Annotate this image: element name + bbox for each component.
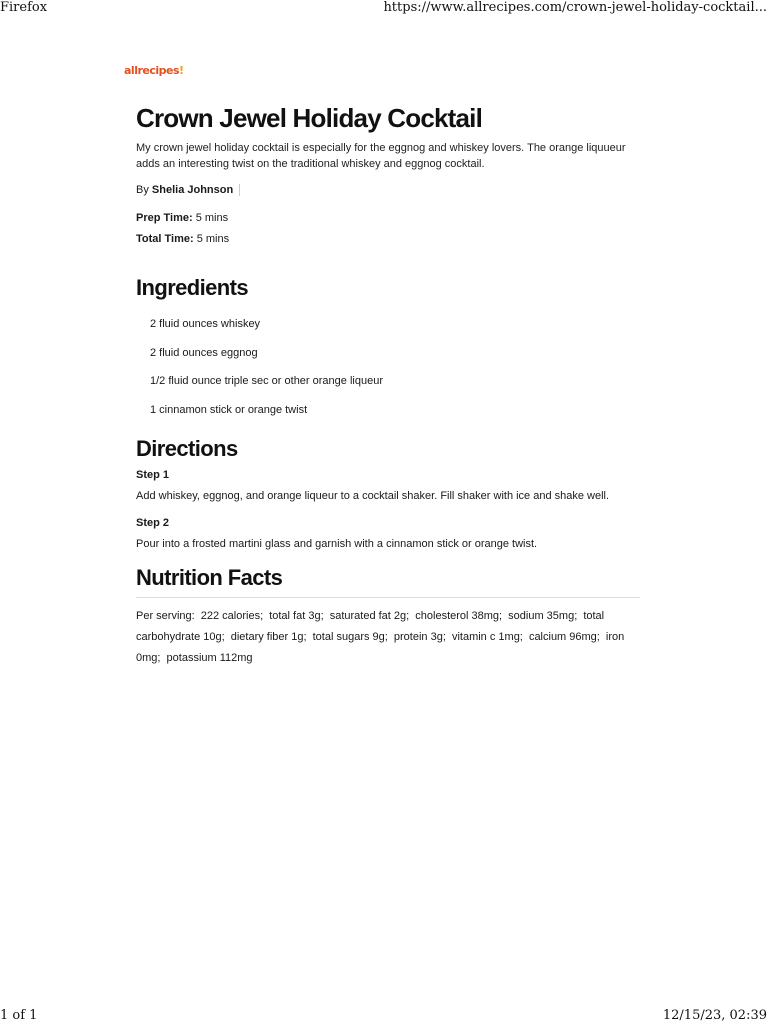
directions-heading: Directions [136,435,238,461]
page-count: 1 of 1 [0,1008,38,1023]
ingredients-heading: Ingredients [136,275,248,300]
recipe-title: Crown Jewel Holiday Cocktail [136,103,483,133]
nutrient-protein: protein 3g; [393,630,446,643]
ingredient-item: 2 fluid ounces eggnog [150,346,258,359]
direction-step [136,468,640,503]
nutrient-sugars: total sugars 9g; [312,630,388,643]
prep-time-value: 5 mins [195,212,229,224]
page-url: https://www.allrecipes.com/crown-jewel-holiday-cocktail... [383,0,767,15]
logo-text: allrecipes [124,64,180,77]
nutrient-potassium: potassium 112mg [166,651,253,664]
byline [136,182,640,198]
nutrient-saturated-fat: saturated fat 2g; [329,609,410,622]
nutrition-section [136,563,640,669]
print-datetime: 12/15/23, 02:39 [662,1008,767,1023]
allrecipes-logo[interactable] [124,64,184,77]
step-text: Add whiskey, eggnog, and orange liqueur to a cocktail shaker. Fill shaker with ice and shake well. [136,489,610,502]
nutrient-total-fat: total fat 3g; [269,609,324,622]
author-link[interactable]: Shelia Johnson [152,184,240,196]
recipe-description: My crown jewel holiday cocktail is especially for the eggnog and whiskey lovers. The orange liquueur adds an interesting twist on the traditional whiskey and eggnog cocktail. [136,142,626,170]
recipe-content [136,100,640,669]
nutrition-summary [136,606,640,669]
recipe-times [136,208,640,250]
by-label: By [136,184,149,196]
nutrient-fiber: dietary fiber 1g; [230,630,307,643]
nutrient-calcium: calcium 96mg; [528,630,600,643]
nutrient-vitamin-c: vitamin c 1mg; [451,630,523,643]
print-header [0,0,768,16]
total-time-label: Total Time: [136,233,194,245]
total-time [136,229,640,250]
per-serving-label: Per serving: [136,609,195,622]
ingredient-item: 1 cinnamon stick or orange twist [150,403,308,416]
ingredient-item: 1/2 fluid ounce triple sec or other orange liqueur [150,375,383,387]
nutrient-cholesterol: cholesterol 38mg; [415,609,503,622]
prep-time [136,208,640,229]
ingredients-section [136,273,640,417]
ingredient-item: 2 fluid ounces whiskey [150,318,261,330]
nutrient-carbohydrate: total carbohydrate 10g; [136,609,605,643]
nutrition-heading: Nutrition Facts [136,563,640,598]
step-text: Pour into a frosted martini glass and garnish with a cinnamon stick or orange twist. [136,537,538,550]
total-time-value: 5 mins [196,233,230,245]
nutrient-sodium: sodium 35mg; [508,609,578,622]
logo-accent-icon: ! [179,64,184,77]
direction-step [136,516,640,551]
directions-section [136,434,640,551]
browser-name: Firefox [0,0,48,15]
prep-time-label: Prep Time: [136,212,193,224]
nutrient-iron: iron 0mg; [136,630,625,664]
step-label: Step 1 [136,468,170,481]
ingredients-list [150,317,640,417]
step-label: Step 2 [136,516,170,529]
print-footer [0,1008,768,1024]
nutrient-calories: 222 calories; [200,609,264,622]
